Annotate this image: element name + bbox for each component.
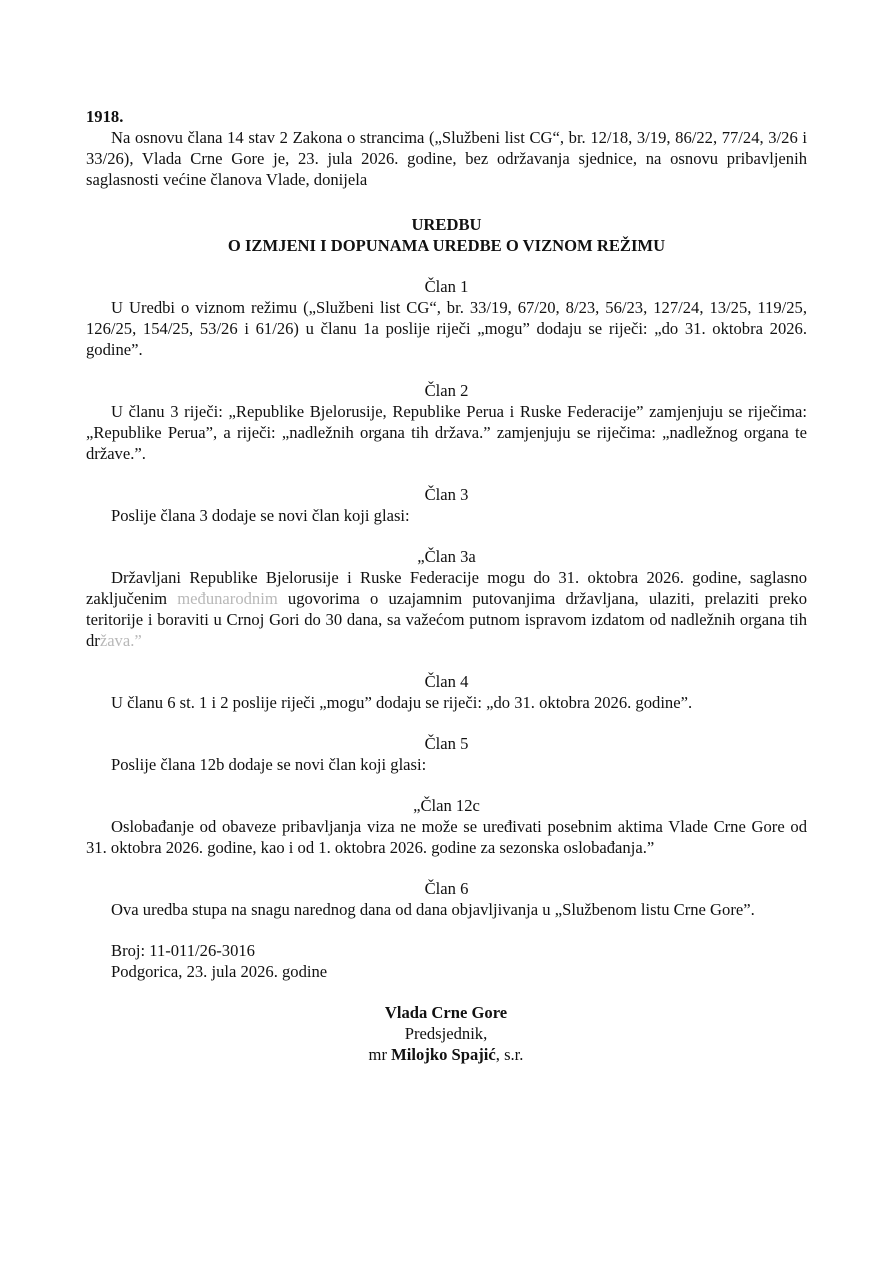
article-3-heading: Član 3 [424,485,469,504]
article-1-text: U Uredbi o viznom režimu („Službeni list CG“, br. 33/19, 67/20, 8/23, 56/23, 127/24, 13/25, 119/25, 126/25, 154/25, 53/26 i 61/26) u članu 1a poslije riječi „mogu” dodaju se riječi: „do 31. oktobra 2026. godine”. [86,298,807,359]
article-4-text: U članu 6 st. 1 i 2 poslije riječi „mogu” dodaju se riječi: „do 31. oktobra 2026. godine”. [111,693,693,712]
article-1-heading: Član 1 [424,277,469,296]
document-number: 1918. [86,107,124,126]
document-page [86,106,807,1065]
signature-block [286,1002,606,1065]
article-2-text: U članu 3 riječi: „Republike Bjelorusije, Republike Perua i Ruske Federacije” zamjenjuju se riječima: „Republike Perua”, a riječi: „nadležnih organa tih država.” zamjenjuju se riječima: „nadležnog organa te države.”. [86,402,807,463]
article-3a-text [86,567,807,651]
article-3a-faded-word-1: međunarodnim [177,589,278,608]
article-5-heading: Član 5 [424,734,469,753]
article-2-heading: Član 2 [424,381,469,400]
article-12c-heading: „Član 12c [413,796,480,815]
place-and-date: Podgorica, 23. jula 2026. godine [111,962,328,981]
article-3a-faded-word-2: žava.” [99,631,142,650]
signature-suffix: , s.r. [495,1045,524,1064]
article-6-text: Ova uredba stupa na snagu narednog dana od dana objavljivanja u „Službenom listu Crne Gore”. [111,900,755,919]
reference-number: Broj: 11-011/26-3016 [111,941,255,960]
article-3a-text-part2: ugovorima o uzajamnim putovanjima državljana, ulaziti, prelaziti preko teritorije i boraviti u Crnoj Gori do 30 dana, sa važećom putnom ispravom izdatom od nadležnih organa tih dr [86,589,807,650]
signature-name: Milojko Spajić [391,1045,496,1064]
signature-institution: Vlada Crne Gore [384,1003,508,1022]
article-12c-text: Oslobađanje od obaveze pribavljanja viza ne može se uređivati posebnim aktima Vlade Crne Gore od 31. oktobra 2026. godine, kao i od 1. oktobra 2026. godine za sezonska oslobađanja.” [86,817,807,857]
article-3-text: Poslije člana 3 dodaje se novi član koji glasi: [111,506,410,525]
article-6-heading: Član 6 [424,879,469,898]
article-4-heading: Član 4 [424,672,469,691]
article-5-text: Poslije člana 12b dodaje se novi član koji glasi: [111,755,427,774]
signature-role: Predsjednik, [404,1024,488,1043]
article-3a-text-part1: Državljani Republike Bjelorusije i Ruske Federacije mogu do 31. oktobra 2026. godine, saglasno zaključenim [86,568,807,608]
decree-subtitle: O IZMJENI I DOPUNAMA UREDBE O VIZNOM REŽIMU [227,236,666,255]
signature-prefix: mr [368,1045,392,1064]
signature-name-line [286,1044,606,1065]
preamble-paragraph: Na osnovu člana 14 stav 2 Zakona o strancima („Službeni list CG“, br. 12/18, 3/19, 86/22, 77/24, 3/26 i 33/26), Vlada Crne Gore je, 23. jula 2026. godine, bez održavanja sjednice, na osnovu pribavljenih saglasnosti većine članova Vlade, donijela [86,128,807,189]
decree-title: UREDBU [411,215,482,234]
article-3a-heading: „Član 3a [417,547,476,566]
